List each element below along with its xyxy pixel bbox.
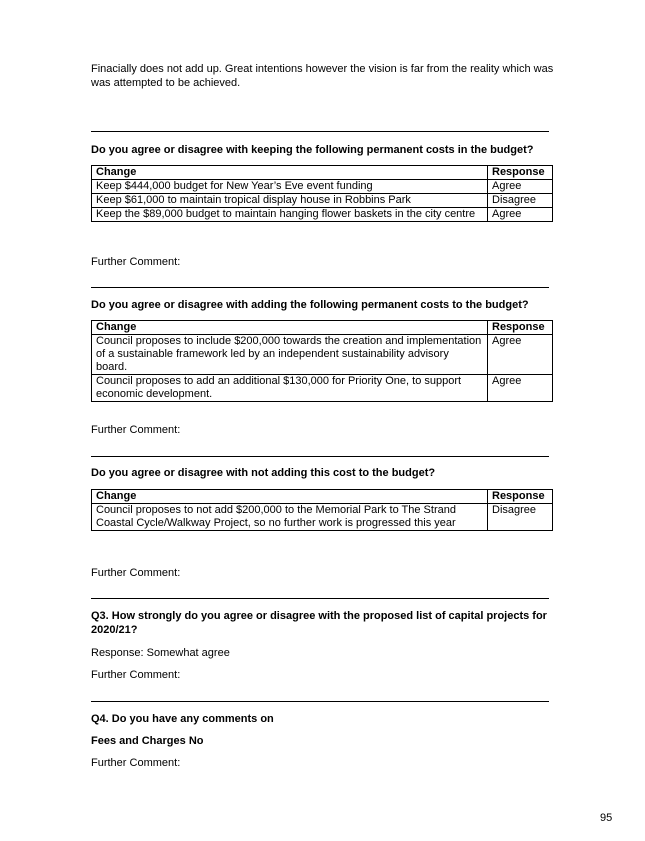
change-cell: Council proposes to not add $200,000 to the Memorial Park to The Strand Coastal Cycle/Walkway Project, so no further work is progressed this year [92,504,488,531]
q3-response: Response: Somewhat agree [91,647,230,659]
q4-question: Q4. Do you have any comments on [91,713,274,725]
q3-comment: Further Comment: [91,669,181,681]
section-1-comment: Further Comment: [91,256,181,268]
divider [91,456,549,457]
divider [91,287,549,288]
table-row [92,180,553,194]
table-row [92,504,553,531]
section-2-question: Do you agree or disagree with adding the following permanent costs to the budget? [91,299,529,311]
section-3-comment: Further Comment: [91,567,181,579]
response-cell: Disagree [488,194,553,208]
response-cell: Disagree [488,504,553,531]
response-cell: Agree [488,180,553,194]
header-change: Change [92,490,488,504]
change-cell: Keep the $89,000 budget to maintain hanging flower baskets in the city centre [92,208,488,222]
divider [91,701,549,702]
section-3-table [91,489,553,531]
response-cell: Agree [488,375,553,402]
change-cell: Keep $61,000 to maintain tropical display house in Robbins Park [92,194,488,208]
divider [91,598,549,599]
header-response: Response [488,321,553,335]
response-cell: Agree [488,335,553,375]
section-1-table [91,165,553,222]
header-change: Change [92,321,488,335]
header-change: Change [92,166,488,180]
q4-subheading: Fees and Charges No [91,735,204,747]
table-row [92,375,553,402]
section-2-table [91,320,553,402]
change-cell: Council proposes to include $200,000 towards the creation and implementation of a sustainable framework led by an independent sustainability advisory board. [92,335,488,375]
change-cell: Keep $444,000 budget for New Year’s Eve event funding [92,180,488,194]
section-1-question: Do you agree or disagree with keeping the following permanent costs in the budget? [91,144,534,156]
table-row [92,208,553,222]
intro-text: Finacially does not add up. Great intentions however the vision is far from the reality which was was attempted to be achieved. [91,63,554,89]
divider [91,131,549,132]
table-header-row [92,490,553,504]
q4-comment: Further Comment: [91,757,181,769]
response-cell: Agree [488,208,553,222]
section-3-question: Do you agree or disagree with not adding this cost to the budget? [91,467,436,479]
q3-question: Q3. How strongly do you agree or disagree with the proposed list of capital projects for 2020/21? [91,610,547,636]
table-row [92,194,553,208]
table-header-row [92,166,553,180]
section-2-comment: Further Comment: [91,424,181,436]
header-response: Response [488,166,553,180]
change-cell: Council proposes to add an additional $130,000 for Priority One, to support economic development. [92,375,488,402]
page-number: 95 [600,812,613,824]
table-header-row [92,321,553,335]
table-row [92,335,553,375]
header-response: Response [488,490,553,504]
